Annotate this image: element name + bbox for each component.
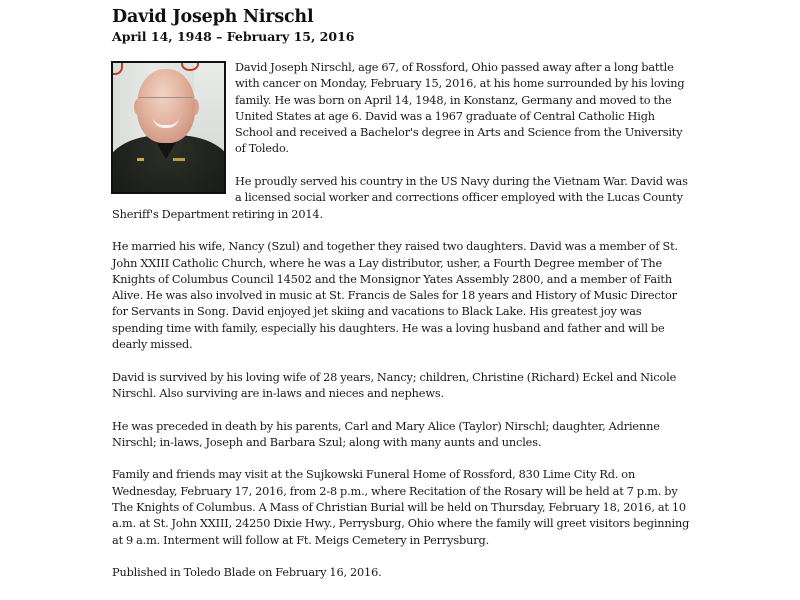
obituary-title: David Joseph Nirschl bbox=[112, 7, 314, 27]
photo-background-sign bbox=[113, 63, 123, 75]
paragraph-family-faith: He married his wife, Nancy (Szul) and together they raised two daughters. David was a member of St. John XXIII Catholic Church, where he was a Lay distributor, usher, a Fourth Degree member of The Knights of Columbus Council 14502 and the Monsignor Yates Assembly 2800, and a member of Faith Alive. He was also involved in music at St. Francis de Sales for 18 years and History of Music Director for Servants in Song. David enjoyed jet skiing and vacations to Black Lake. His greatest joy was spending time with family, especially his daughters. He was a loving husband and father and will be dearly missed. bbox=[112, 240, 678, 352]
paragraph-survivors: David is survived by his loving wife of 28 years, Nancy; children, Christine (Richard) Eckel and Nicole Nirschl. Also surviving are in-laws and nieces and nephews. bbox=[112, 370, 677, 400]
photo-glasses bbox=[139, 97, 193, 108]
photo-collar-pin bbox=[137, 158, 144, 161]
obituary-body bbox=[112, 61, 692, 598]
life-dates: April 14, 1948 – February 15, 2016 bbox=[112, 29, 355, 44]
paragraph-service: He proudly served his country in the US Navy during the Vietnam War. David was a licensed social worker and corrections officer employed with the Lucas County Sheriff's Department retiring in 2014. bbox=[112, 175, 688, 221]
paragraph-preceded: He was preceded in death by his parents, Carl and Mary Alice (Taylor) Nirschl; daughter, Adrienne Nirschl; in-laws, Joseph and Barbara Szul; along with many aunts and uncles. bbox=[112, 419, 660, 449]
obituary-page bbox=[112, 6, 692, 45]
photo-badge bbox=[173, 158, 185, 161]
publication-note: Published in Toledo Blade on February 16, 2016. bbox=[112, 566, 382, 580]
portrait-photo bbox=[111, 61, 226, 194]
paragraph-services: Family and friends may visit at the Sujkowski Funeral Home of Rossford, 830 Lime City Rd. on Wednesday, February 17, 2016, from 2-8 p.m., where Recitation of the Rosary will be held at 7 p.m. by The Knights of Columbus. A Mass of Christian Burial will be held on Thursday, February 18, 2016, at 10 a.m. at St. John XXIII, 24250 Dixie Hwy., Perrysburg, Ohio where the family will greet visitors beginning at 9 a.m. Interment will follow at Ft. Meigs Cemetery in Perrysburg. bbox=[112, 468, 690, 547]
paragraph-biography: David Joseph Nirschl, age 67, of Rossford, Ohio passed away after a long battle with cancer on Monday, February 15, 2016, at his home surrounded by his loving family. He was born on April 14, 1948, in Konstanz, Germany and moved to the United States at age 6. David was a 1967 graduate of Central Catholic High School and received a Bachelor's degree in Arts and Science from the University of Toledo. bbox=[235, 61, 685, 156]
